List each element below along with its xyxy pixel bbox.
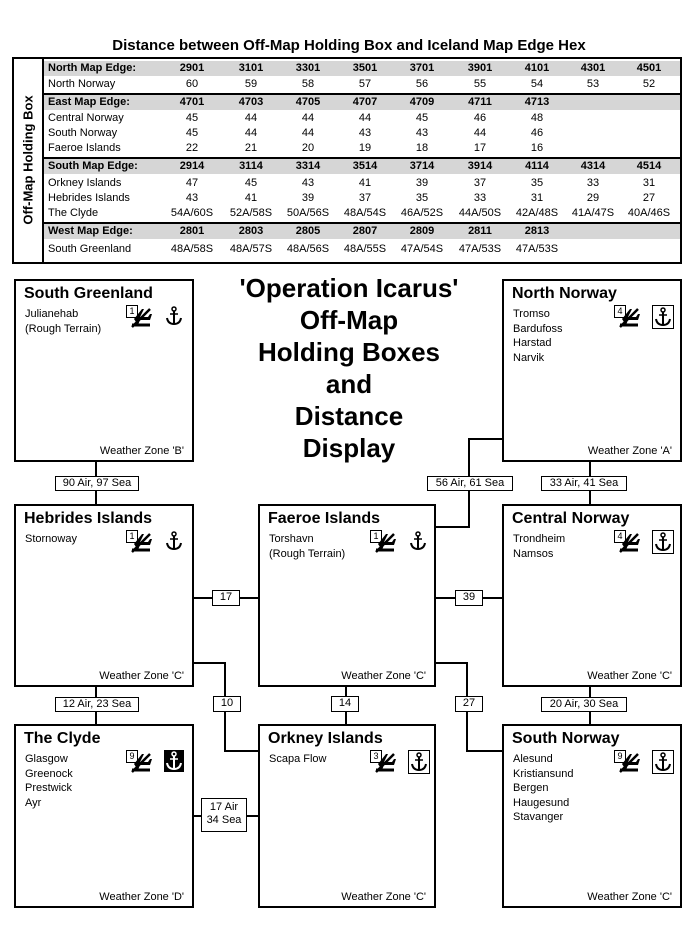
distance-cell: 44 <box>244 127 258 139</box>
airfield-icon <box>616 305 642 329</box>
distance-table-title: Distance between Off-Map Holding Box and Iceland Map Edge Hex <box>112 37 586 54</box>
distance-cell: 45 <box>244 177 258 189</box>
place-list <box>25 752 73 810</box>
hex-number-cell: 4114 <box>525 160 549 172</box>
distance-cell: 31 <box>642 177 656 189</box>
hex-number-cell: 2811 <box>468 225 492 237</box>
distance-cell: 54 <box>530 78 544 90</box>
distance-cell: 17 <box>473 142 487 154</box>
airfield-capacity-box: 4 <box>614 530 626 543</box>
distance-cell: 48A/58S <box>170 243 214 255</box>
place-name: (Rough Terrain) <box>25 322 102 335</box>
place-name: Tromso <box>513 308 550 320</box>
distance-cell: 45 <box>415 112 429 124</box>
distance-cell: 53 <box>586 78 600 90</box>
distance-label-sea: 34 Sea <box>206 814 242 826</box>
row-label: South Norway <box>48 127 118 139</box>
box-hebrides-islands <box>14 504 194 687</box>
place-list <box>269 752 326 767</box>
distance-cell: 48A/56S <box>286 243 330 255</box>
distance-label: 12 Air, 23 Sea <box>55 697 139 712</box>
airfield-icon <box>616 750 642 774</box>
distance-cell: 46 <box>530 127 544 139</box>
distance-cell: 44A/50S <box>458 207 502 219</box>
box-title: South Greenland <box>24 285 153 302</box>
box-central-norway <box>502 504 682 687</box>
connector-line <box>190 662 226 664</box>
weather-zone-label: Weather Zone 'C' <box>587 670 672 682</box>
airfield-icon <box>128 750 154 774</box>
weather-zone-label: Weather Zone 'D' <box>99 891 184 903</box>
box-faeroe-islands <box>258 504 436 687</box>
hex-number-cell: 3914 <box>467 160 493 172</box>
port-anchor-icon <box>652 750 674 774</box>
airfield-icon <box>616 530 642 554</box>
box-title: North Norway <box>512 285 617 302</box>
distance-cell: 52 <box>642 78 656 90</box>
distance-cell: 19 <box>358 142 372 154</box>
row-label: Faeroe Islands <box>48 142 121 154</box>
airfield-capacity-box: 4 <box>614 305 626 318</box>
hex-number-cell: 2805 <box>295 225 321 237</box>
weather-zone-label: Weather Zone 'A' <box>587 445 672 457</box>
distance-cell: 57 <box>358 78 372 90</box>
facility-icons <box>126 530 188 554</box>
box-north-norway <box>502 279 682 462</box>
airfield-icon <box>372 750 398 774</box>
box-title: South Norway <box>512 730 620 747</box>
facility-icons <box>614 750 676 774</box>
box-south-norway <box>502 724 682 908</box>
table-row <box>44 126 680 141</box>
distance-cell: 27 <box>642 192 656 204</box>
hex-number-cell: 4314 <box>580 160 606 172</box>
hex-number-cell: 3314 <box>295 160 321 172</box>
hex-number-cell: 4713 <box>524 96 550 108</box>
hex-number-cell: 2801 <box>179 225 205 237</box>
side-label: Off-Map Holding Box <box>20 95 36 225</box>
distance-cell: 21 <box>244 142 258 154</box>
box-title: Faeroe Islands <box>268 510 381 527</box>
box-title: Orkney Islands <box>268 730 383 747</box>
distance-cell: 18 <box>415 142 429 154</box>
place-name: Ayr <box>25 796 42 809</box>
table-row <box>44 111 680 126</box>
port-anchor-icon <box>164 750 184 772</box>
distance-cell: 37 <box>358 192 372 204</box>
hex-number-cell: 2813 <box>524 225 550 237</box>
distance-cell: 39 <box>415 177 429 189</box>
distance-cell: 43 <box>301 177 315 189</box>
display-title-line: Display <box>302 433 396 463</box>
distance-cell: 16 <box>530 142 544 154</box>
hex-number-cell: 2809 <box>409 225 435 237</box>
hex-number-cell: 3101 <box>238 62 264 74</box>
hex-number-cell: 4501 <box>636 62 662 74</box>
box-orkney-islands <box>258 724 436 908</box>
box-south-greenland <box>14 279 194 462</box>
table-row <box>44 141 680 156</box>
facility-icons <box>370 530 432 554</box>
distance-cell: 45 <box>185 112 199 124</box>
side-label-cell <box>14 59 44 262</box>
row-label: East Map Edge: <box>48 96 130 108</box>
table-row <box>44 191 680 206</box>
hex-number-cell: 2914 <box>179 160 205 172</box>
place-name: Kristiansund <box>513 767 574 780</box>
airfield-capacity-box: 9 <box>614 750 626 763</box>
distance-cell: 44 <box>301 127 315 139</box>
distance-label: 90 Air, 97 Sea <box>55 476 139 491</box>
display-title-line: Distance <box>294 401 404 431</box>
distance-cell: 47 <box>185 177 199 189</box>
hex-number-cell: 3501 <box>352 62 378 74</box>
row-label: The Clyde <box>48 207 99 219</box>
box-title: The Clyde <box>24 730 101 747</box>
table-row <box>44 206 680 221</box>
airfield-icon <box>372 530 398 554</box>
row-label: South Map Edge: <box>48 160 138 172</box>
distance-cell: 56 <box>415 78 429 90</box>
distance-label: 20 Air, 30 Sea <box>541 697 627 712</box>
port-anchor-icon <box>408 750 430 774</box>
connector-line <box>466 750 502 752</box>
hex-number-cell: 4701 <box>179 96 205 108</box>
distance-cell: 42A/48S <box>515 207 559 219</box>
distance-cell: 46A/52S <box>400 207 444 219</box>
distance-label: 56 Air, 61 Sea <box>427 476 513 491</box>
distance-cell: 44 <box>358 112 372 124</box>
distance-label: 39 <box>455 590 483 606</box>
port-anchor-icon <box>164 305 184 327</box>
distance-table <box>12 57 682 264</box>
place-name: Haugesund <box>513 796 570 809</box>
distance-cell: 44 <box>301 112 315 124</box>
distance-cell: 41 <box>244 192 258 204</box>
distance-label: 27 <box>455 696 483 712</box>
row-label: Hebrides Islands <box>48 192 130 204</box>
distance-cell: 43 <box>358 127 372 139</box>
distance-cell: 33 <box>586 177 600 189</box>
distance-cell: 54A/60S <box>170 207 214 219</box>
display-title-line: Off-Map <box>299 305 399 335</box>
row-label: Central Norway <box>48 112 124 124</box>
distance-cell: 48A/55S <box>343 243 387 255</box>
distance-cell: 55 <box>473 78 487 90</box>
distance-label: 10 <box>213 696 241 712</box>
hex-number-cell: 2807 <box>352 225 378 237</box>
table-row <box>44 77 680 92</box>
distance-label <box>201 798 247 832</box>
distance-cell: 50A/56S <box>286 207 330 219</box>
distance-cell: 31 <box>530 192 544 204</box>
distance-label: 14 <box>331 696 359 712</box>
port-anchor-icon <box>652 530 674 554</box>
port-anchor-icon <box>652 305 674 329</box>
place-name: Stavanger <box>513 811 564 823</box>
weather-zone-label: Weather Zone 'C' <box>587 891 672 903</box>
hex-number-cell: 4705 <box>295 96 321 108</box>
distance-cell: 33 <box>473 192 487 204</box>
airfield-capacity-box: 1 <box>126 305 138 318</box>
place-name: Torshavn <box>269 533 314 545</box>
place-name: Glasgow <box>25 753 68 765</box>
airfield-capacity-box: 9 <box>126 750 138 763</box>
airfield-capacity-box: 1 <box>370 530 382 543</box>
table-header-row <box>44 222 680 239</box>
row-label: West Map Edge: <box>48 225 133 237</box>
distance-cell: 41 <box>358 177 372 189</box>
connector-line <box>224 750 260 752</box>
place-name: Prestwick <box>25 782 73 794</box>
hex-number-cell: 4514 <box>636 160 662 172</box>
distance-cell: 29 <box>586 192 600 204</box>
distance-cell: 35 <box>530 177 544 189</box>
distance-cell: 59 <box>244 78 258 90</box>
port-anchor-icon <box>164 530 184 552</box>
hex-number-cell: 3114 <box>239 160 263 172</box>
distance-cell: 44 <box>244 112 258 124</box>
row-label: Orkney Islands <box>48 177 122 189</box>
row-label: South Greenland <box>48 243 132 255</box>
place-list <box>25 532 77 547</box>
box-the-clyde <box>14 724 194 908</box>
hex-number-cell: 3714 <box>409 160 435 172</box>
table-row <box>44 242 680 257</box>
distance-cell: 40A/46S <box>627 207 671 219</box>
facility-icons <box>614 530 676 554</box>
place-name: Bergen <box>513 782 549 794</box>
display-title-line: and <box>325 369 373 399</box>
port-anchor-icon <box>408 530 428 552</box>
distance-cell: 48A/54S <box>343 207 387 219</box>
distance-cell: 43 <box>415 127 429 139</box>
distance-cell: 48A/57S <box>229 243 273 255</box>
place-name: Alesund <box>513 753 553 765</box>
hex-number-cell: 4709 <box>409 96 435 108</box>
hex-number-cell: 3301 <box>295 62 321 74</box>
hex-number-cell: 3701 <box>409 62 435 74</box>
distance-cell: 46 <box>473 112 487 124</box>
box-title: Central Norway <box>512 510 630 527</box>
facility-icons <box>614 305 676 329</box>
distance-cell: 60 <box>185 78 199 90</box>
display-title-line: 'Operation Icarus' <box>239 273 459 303</box>
facility-icons <box>126 305 188 329</box>
place-list <box>513 532 565 561</box>
airfield-icon <box>128 530 154 554</box>
row-label: North Map Edge: <box>48 62 136 74</box>
place-list <box>25 307 101 336</box>
place-name: Trondheim <box>513 533 566 545</box>
hex-number-cell: 4301 <box>580 62 606 74</box>
place-name: Narvik <box>513 351 545 364</box>
hex-number-cell: 3901 <box>467 62 493 74</box>
hex-number-cell: 4101 <box>524 62 550 74</box>
display-title <box>208 272 490 464</box>
place-list <box>269 532 345 561</box>
distance-cell: 37 <box>473 177 487 189</box>
distance-cell: 48 <box>530 112 544 124</box>
distance-cell: 52A/58S <box>229 207 273 219</box>
distance-cell: 44 <box>473 127 487 139</box>
facility-icons <box>370 750 432 774</box>
hex-number-cell: 2901 <box>179 62 205 74</box>
place-name: Bardufoss <box>513 322 563 335</box>
distance-label: 33 Air, 41 Sea <box>541 476 627 491</box>
place-name: Greenock <box>25 767 73 780</box>
place-list <box>513 752 574 825</box>
place-name: Scapa Flow <box>269 753 327 765</box>
weather-zone-label: Weather Zone 'B' <box>99 445 184 457</box>
place-list <box>513 307 563 365</box>
place-name: Harstad <box>513 337 552 349</box>
place-name: Julianehab <box>25 308 79 320</box>
distance-cell: 35 <box>415 192 429 204</box>
distance-label: 17 <box>212 590 240 606</box>
weather-zone-label: Weather Zone 'C' <box>341 891 426 903</box>
row-label: North Norway <box>48 78 116 90</box>
distance-cell: 58 <box>301 78 315 90</box>
hex-number-cell: 4707 <box>352 96 378 108</box>
airfield-capacity-box: 1 <box>126 530 138 543</box>
weather-zone-label: Weather Zone 'C' <box>341 670 426 682</box>
distance-cell: 45 <box>185 127 199 139</box>
place-name: (Rough Terrain) <box>269 547 346 560</box>
distance-cell: 20 <box>301 142 315 154</box>
distance-label-air: 17 Air <box>209 801 239 813</box>
table-header-row <box>44 93 680 110</box>
distance-cell: 47A/53S <box>458 243 502 255</box>
box-title: Hebrides Islands <box>24 510 153 527</box>
hex-number-cell: 4703 <box>238 96 264 108</box>
hex-number-cell: 3514 <box>352 160 378 172</box>
distance-cell: 47A/53S <box>515 243 559 255</box>
connector-line <box>432 526 470 528</box>
airfield-icon <box>128 305 154 329</box>
distance-cell: 47A/54S <box>400 243 444 255</box>
distance-cell: 41A/47S <box>571 207 615 219</box>
place-name: Stornoway <box>25 533 77 545</box>
facility-icons <box>126 750 188 774</box>
table-row <box>44 176 680 191</box>
airfield-capacity-box: 3 <box>370 750 382 763</box>
table-header-row <box>44 61 680 76</box>
connector-line <box>468 438 502 440</box>
table-header-row <box>44 157 680 174</box>
display-title-line: Holding Boxes <box>257 337 440 367</box>
distance-cell: 22 <box>185 142 199 154</box>
place-name: Namsos <box>513 547 554 560</box>
hex-number-cell: 4711 <box>468 96 492 108</box>
connector-line <box>432 662 468 664</box>
distance-cell: 43 <box>185 192 199 204</box>
weather-zone-label: Weather Zone 'C' <box>99 670 184 682</box>
distance-cell: 39 <box>301 192 315 204</box>
hex-number-cell: 2803 <box>238 225 264 237</box>
